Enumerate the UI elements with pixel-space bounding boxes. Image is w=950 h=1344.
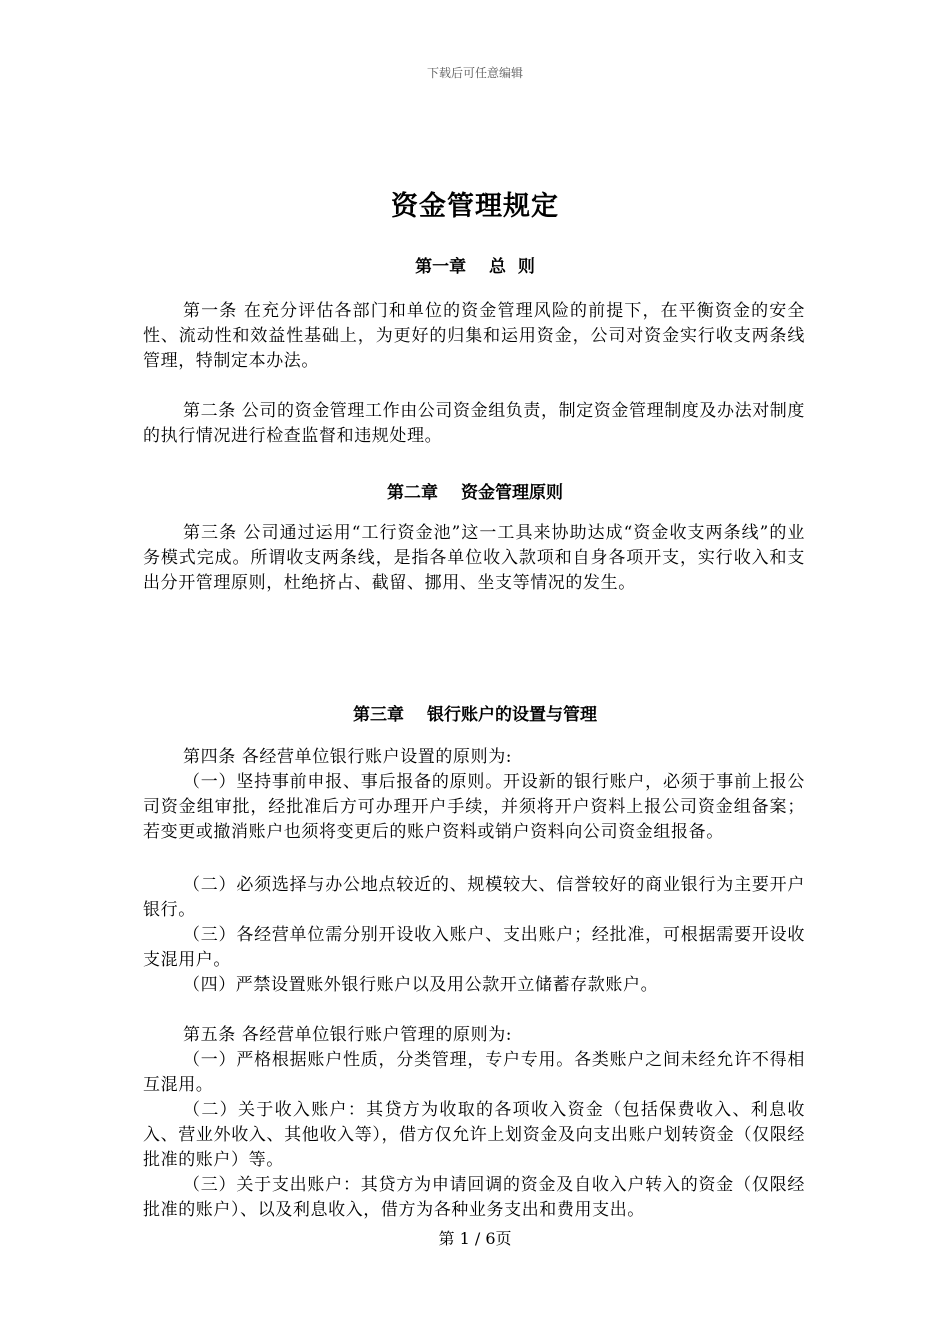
chapter-heading: 第三章 银行账户的设置与管理 xyxy=(353,705,597,725)
document-title: 资金管理规定 xyxy=(391,191,559,222)
article-item: （三）关于支出账户：其贷方为申请回调的资金及自收入户转入的资金（仅限经批准的账户）、以及利息收入，借方为各种业务支出和费用支出。 xyxy=(143,1175,805,1220)
article-paragraph: 第四条 各经营单位银行账户设置的原则为: xyxy=(183,747,513,767)
article-item: （三）各经营单位需分别开设收入账户、支出账户；经批准，可根据需要开设收支混用户。 xyxy=(143,925,805,970)
article-item: （一）坚持事前申报、事后报备的原则。开设新的银行账户，必须于事前上报公司资金组审批，经批准后方可办理开户手续，并须将开户资料上报公司资金组备案；若变更或撤消账户也须将变更后的账户资料或销户资料向公司资金组报备。 xyxy=(143,772,805,842)
header-note: 下载后可任意编辑 xyxy=(426,66,523,80)
article-paragraph: 第一条 在充分评估各部门和单位的资金管理风险的前提下，在平衡资金的安全性、流动性和效益性基础上，为更好的归集和运用资金，公司对资金实行收支两条线管理，特制定本办法。 xyxy=(143,301,805,371)
page-number: 第 1 / 6页 xyxy=(438,1229,512,1248)
article-paragraph: 第五条 各经营单位银行账户管理的原则为: xyxy=(183,1025,513,1045)
article-item: （二）必须选择与办公地点较近的、规模较大、信誉较好的商业银行为主要开户银行。 xyxy=(143,875,805,920)
article-item: （二）关于收入账户：其贷方为收取的各项收入资金（包括保费收入、利息收入、营业外收入、其他收入等），借方仅允许上划资金及向支出账户划转资金（仅限经批准的账户）等。 xyxy=(143,1100,805,1170)
article-item: （一）严格根据账户性质，分类管理，专户专用。各类账户之间未经允许不得相互混用。 xyxy=(143,1050,805,1095)
article-paragraph: 第二条 公司的资金管理工作由公司资金组负责，制定资金管理制度及办法对制度的执行情况进行检查监督和违规处理。 xyxy=(143,401,806,446)
chapter-heading: 第一章 总 则 xyxy=(415,257,535,277)
article-paragraph: 第三条 公司通过运用“工行资金池”这一工具来协助达成“资金收支两条线”的业务模式完成。所谓收支两条线，是指各单位收入款项和自身各项开支，实行收入和支出分开管理原则，杜绝挤占、截留、挪用、坐支等情况的发生。 xyxy=(143,523,805,593)
chapter-heading: 第二章 资金管理原则 xyxy=(387,483,563,503)
article-item: （四）严禁设置账外银行账户以及用公款开立储蓄存款账户。 xyxy=(183,975,659,995)
